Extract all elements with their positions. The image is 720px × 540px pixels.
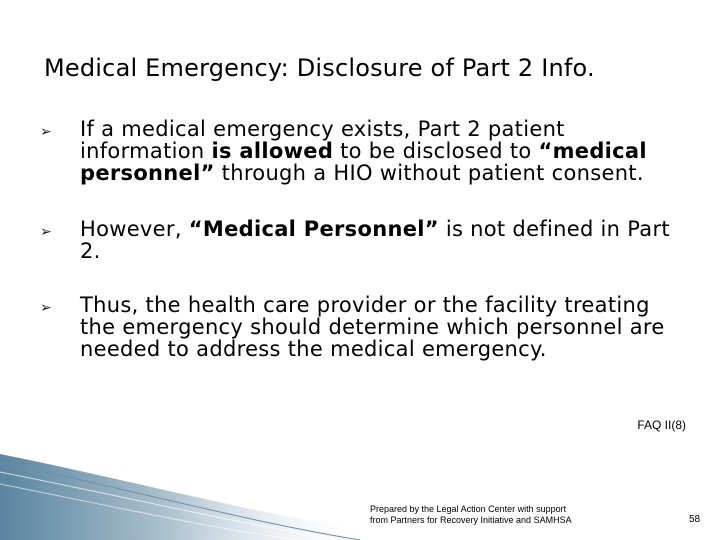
arrow-bullet-icon: ➢ <box>40 124 52 140</box>
credit-line: from Partners for Recovery Initiative and SAMHSA <box>370 515 572 525</box>
decorative-swoosh <box>0 448 720 540</box>
bullet-text <box>80 218 680 262</box>
bullet-text: Thus, the health care provider or the facility treating the emergency should determine which personnel are needed to address the medical emergency. <box>80 293 665 361</box>
faq-reference: FAQ II(8) <box>637 418 686 432</box>
bullet-bold-segment: is allowed <box>211 139 334 163</box>
arrow-bullet-icon: ➢ <box>40 224 52 240</box>
credit-text <box>370 504 572 526</box>
bullet-item <box>40 294 680 360</box>
bullet-text <box>80 118 680 184</box>
bullet-text-segment: through a HIO without patient consent. <box>214 161 644 185</box>
bullet-text-segment: If a medical emergency exists, Part 2 patient information <box>80 117 565 163</box>
bullet-text-segment: However, <box>80 217 189 241</box>
slide-title: Medical Emergency: Disclosure of Part 2 Info. <box>44 54 595 82</box>
page-number: 58 <box>689 514 701 525</box>
bullet-bold-segment: “Medical Personnel” <box>188 217 439 241</box>
bullet-item <box>40 218 680 262</box>
arrow-bullet-icon: ➢ <box>40 300 52 316</box>
bullet-bold-segment: “medical personnel” <box>80 139 647 185</box>
bullet-item <box>40 118 680 184</box>
bullet-text-segment: to be disclosed to <box>333 139 539 163</box>
bullet-text-segment: is not defined in Part 2. <box>80 217 670 263</box>
credit-line: Prepared by the Legal Action Center with support <box>370 504 567 514</box>
